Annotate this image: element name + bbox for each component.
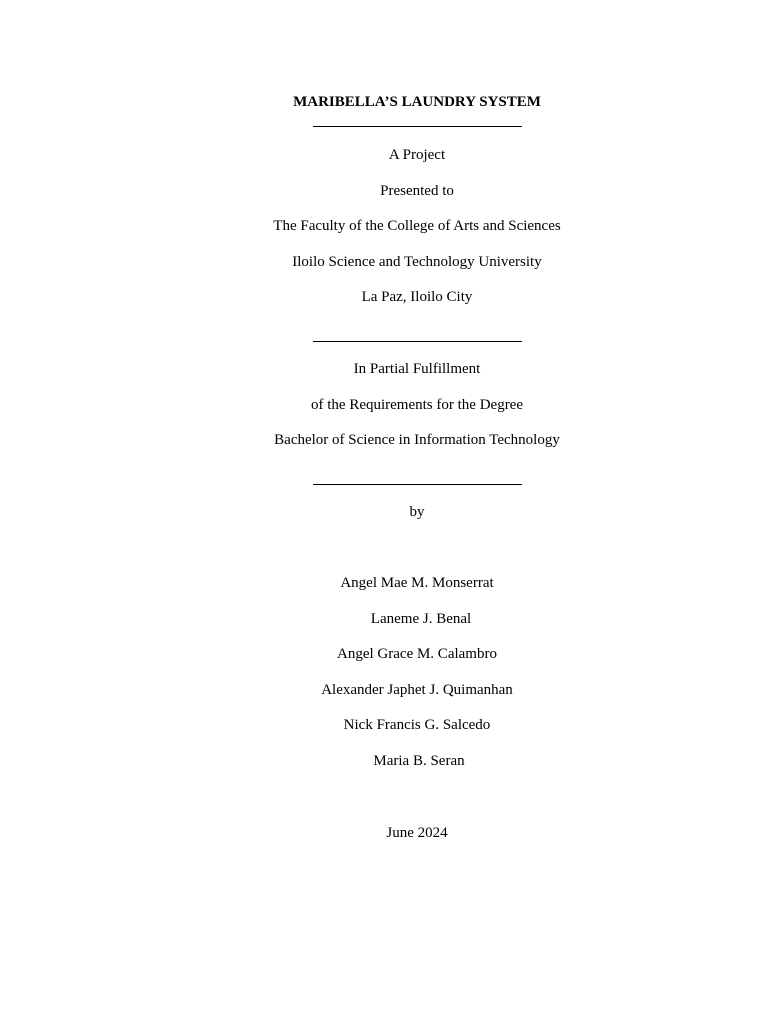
submission-date: June 2024 — [386, 825, 448, 841]
divider-rule — [313, 484, 522, 485]
fulfillment-line: In Partial Fulfillment — [353, 361, 481, 377]
author-name: Nick Francis G. Salcedo — [343, 717, 491, 733]
fulfillment-line: of the Requirements for the Degree — [311, 397, 523, 413]
presentation-line: Iloilo Science and Technology University — [292, 254, 542, 270]
presentation-line: Presented to — [380, 183, 454, 199]
divider-rule — [313, 126, 522, 127]
author-name: Maria B. Seran — [373, 753, 465, 769]
document-title: MARIBELLA’S LAUNDRY SYSTEM — [293, 94, 541, 110]
fulfillment-line: Bachelor of Science in Information Technology — [274, 432, 560, 448]
author-name: Angel Mae M. Monserrat — [340, 575, 494, 591]
author-name: Angel Grace M. Calambro — [337, 646, 497, 662]
presentation-line: La Paz, Iloilo City — [361, 289, 473, 305]
presentation-line: A Project — [388, 147, 446, 163]
divider-rule — [313, 341, 522, 342]
author-name: Laneme J. Benal — [370, 611, 472, 627]
by-label: by — [409, 504, 425, 520]
presentation-line: The Faculty of the College of Arts and Sciences — [273, 218, 561, 234]
author-name: Alexander Japhet J. Quimanhan — [321, 682, 513, 698]
